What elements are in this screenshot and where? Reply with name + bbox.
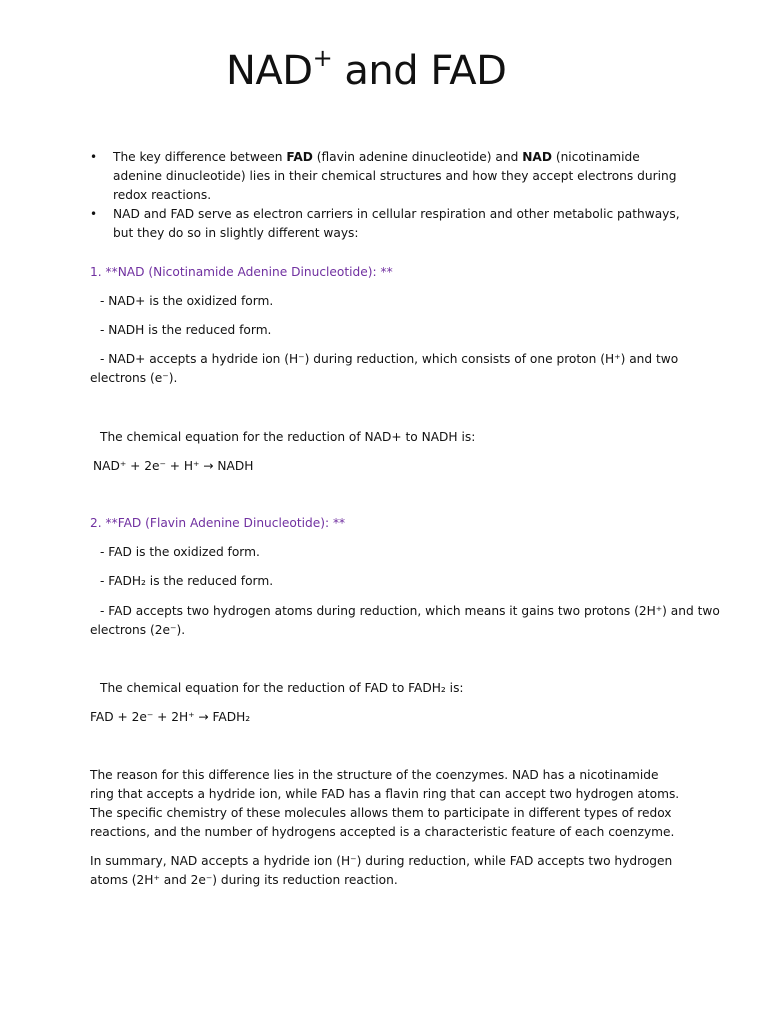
fad-reduced-line: - FADH₂ is the reduced form. <box>100 574 274 588</box>
fad-hydrogen-line: - FAD accepts two hydrogen atoms during reduction, which means it gains two protons (2H⁺) and two <box>100 604 720 618</box>
bold-term-fad: FAD <box>286 150 313 164</box>
fad-equation-intro: The chemical equation for the reduction of FAD to FADH₂ is: <box>100 681 464 695</box>
bullet-text: (nicotinamide adenine dinucleotide) lies in their chemical structures and how they accept electrons during redox reactions. <box>113 150 677 202</box>
bullet-text: The key difference between <box>113 150 287 164</box>
page-title <box>226 44 507 94</box>
nad-hydride-line: - NAD+ accepts a hydride ion (H⁻) during reduction, which consists of one proton (H⁺) and two <box>100 352 679 366</box>
fad-oxidized-line: - FAD is the oxidized form. <box>100 545 260 559</box>
bold-term-nad: NAD <box>522 150 552 164</box>
bullet-item <box>90 205 690 243</box>
bullet-item <box>90 148 690 205</box>
explanation-paragraph: The reason for this difference lies in the structure of the coenzymes. NAD has a nicotinamide ring that accepts a hydride ion, while FAD has a flavin ring that can accept two hydrogen atoms. The specific chemistry of these molecules allows them to participate in different types of redox reactions, and the number of hydrogens accepted is a characteristic feature of each coenzyme. <box>90 768 680 839</box>
bullet-text: NAD and FAD serve as electron carriers in cellular respiration and other metabolic pathways, but they do so in slightly different ways: <box>113 207 680 240</box>
nad-oxidized-line: - NAD+ is the oxidized form. <box>100 294 274 308</box>
summary-paragraph: In summary, NAD accepts a hydride ion (H⁻) during reduction, while FAD accepts two hydrogen atoms (2H⁺ and 2e⁻) during its reduction reaction. <box>90 854 673 887</box>
nad-reduced-line: - NADH is the reduced form. <box>100 323 272 337</box>
title-superscript: + <box>312 44 333 72</box>
bullet-text: (flavin adenine dinucleotide) and <box>312 150 523 164</box>
nad-equation-intro: The chemical equation for the reduction of NAD+ to NADH is: <box>100 430 476 444</box>
bullet-glyph: • <box>90 207 98 221</box>
fad-section-heading: 2. **FAD (Flavin Adenine Dinucleotide): ** <box>90 516 346 530</box>
nad-section-heading: 1. **NAD (Nicotinamide Adenine Dinucleotide): ** <box>90 265 393 279</box>
fad-equation: FAD + 2e⁻ + 2H⁺ → FADH₂ <box>90 710 251 724</box>
intro-bullet-list <box>90 148 690 243</box>
title-main: NAD <box>226 48 313 94</box>
fad-hydrogen-line-cont: electrons (2e⁻). <box>90 623 186 637</box>
title-rest: and FAD <box>332 48 507 94</box>
bullet-glyph: • <box>90 150 98 164</box>
nad-equation: NAD⁺ + 2e⁻ + H⁺ → NADH <box>93 459 254 473</box>
nad-hydride-line-cont: electrons (e⁻). <box>90 371 178 385</box>
